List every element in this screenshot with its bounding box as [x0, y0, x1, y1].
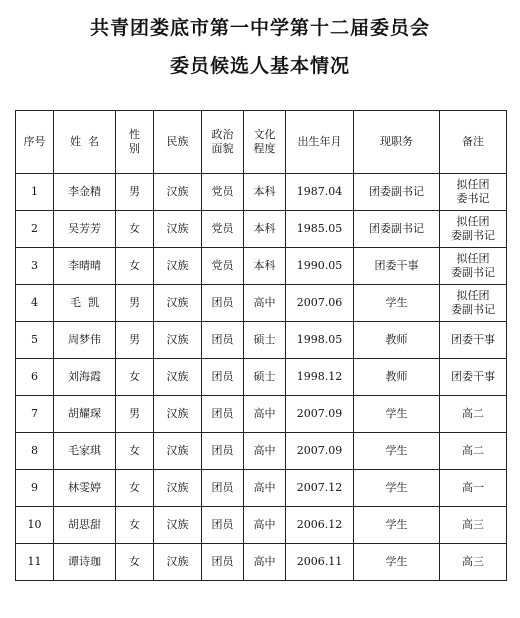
- cell-gender: 男: [116, 285, 154, 322]
- cell-remark: 高一: [440, 470, 507, 507]
- header-no: 序号: [16, 111, 54, 174]
- table-row: [16, 544, 507, 581]
- cell-gender: 男: [116, 396, 154, 433]
- header-gender: 性 别: [116, 111, 154, 174]
- cell-political: 党员: [202, 248, 244, 285]
- document-title: 共青团娄底市第一中学第十二届委员会: [89, 17, 430, 39]
- cell-name: 刘海霞: [54, 359, 116, 396]
- cell-political: 党员: [202, 174, 244, 211]
- cell-name: 李金精: [54, 174, 116, 211]
- cell-birth: 2006.11: [286, 544, 354, 581]
- cell-no: 6: [16, 359, 54, 396]
- cell-ethnicity: 汉族: [154, 470, 202, 507]
- cell-birth: 2007.09: [286, 433, 354, 470]
- cell-ethnicity: 汉族: [154, 396, 202, 433]
- cell-political: 党员: [202, 211, 244, 248]
- cell-political: 团员: [202, 433, 244, 470]
- cell-education: 高中: [244, 396, 286, 433]
- cell-political: 团员: [202, 396, 244, 433]
- cell-no: 1: [16, 174, 54, 211]
- cell-ethnicity: 汉族: [154, 248, 202, 285]
- cell-gender: 女: [116, 359, 154, 396]
- cell-position: 团委干事: [354, 248, 440, 285]
- table-row: [16, 433, 507, 470]
- cell-education: 高中: [244, 544, 286, 581]
- cell-name: 毛家琪: [54, 433, 116, 470]
- cell-education: 硕士: [244, 359, 286, 396]
- cell-birth: 2007.09: [286, 396, 354, 433]
- cell-education: 硕士: [244, 322, 286, 359]
- cell-no: 10: [16, 507, 54, 544]
- cell-remark: 团委干事: [440, 359, 507, 396]
- cell-position: 教师: [354, 322, 440, 359]
- cell-gender: 男: [116, 174, 154, 211]
- cell-no: 3: [16, 248, 54, 285]
- cell-position: 学生: [354, 433, 440, 470]
- cell-gender: 女: [116, 211, 154, 248]
- cell-no: 7: [16, 396, 54, 433]
- cell-position: 教师: [354, 359, 440, 396]
- cell-ethnicity: 汉族: [154, 507, 202, 544]
- cell-birth: 1987.04: [286, 174, 354, 211]
- cell-position: 学生: [354, 544, 440, 581]
- cell-no: 9: [16, 470, 54, 507]
- cell-ethnicity: 汉族: [154, 211, 202, 248]
- cell-position: 学生: [354, 507, 440, 544]
- cell-political: 团员: [202, 544, 244, 581]
- cell-ethnicity: 汉族: [154, 433, 202, 470]
- cell-political: 团员: [202, 359, 244, 396]
- cell-name: 毛 凯: [54, 285, 116, 322]
- cell-birth: 2007.06: [286, 285, 354, 322]
- cell-birth: 1998.12: [286, 359, 354, 396]
- table-row: [16, 470, 507, 507]
- table-row: [16, 174, 507, 211]
- cell-no: 11: [16, 544, 54, 581]
- cell-name: 胡思甜: [54, 507, 116, 544]
- table-row: [16, 322, 507, 359]
- cell-gender: 女: [116, 433, 154, 470]
- cell-ethnicity: 汉族: [154, 174, 202, 211]
- cell-remark: 拟任团 委副书记: [440, 211, 507, 248]
- table-row: [16, 248, 507, 285]
- cell-birth: 1985.05: [286, 211, 354, 248]
- cell-no: 5: [16, 322, 54, 359]
- table-header-row: [16, 111, 507, 174]
- cell-ethnicity: 汉族: [154, 544, 202, 581]
- table-row: [16, 211, 507, 248]
- cell-remark: 高二: [440, 396, 507, 433]
- cell-remark: 拟任团 委书记: [440, 174, 507, 211]
- table-row: [16, 285, 507, 322]
- cell-ethnicity: 汉族: [154, 359, 202, 396]
- cell-no: 2: [16, 211, 54, 248]
- table-row: [16, 396, 507, 433]
- candidate-table: [15, 110, 507, 581]
- cell-education: 高中: [244, 433, 286, 470]
- cell-education: 高中: [244, 285, 286, 322]
- cell-remark: 高二: [440, 433, 507, 470]
- cell-position: 学生: [354, 285, 440, 322]
- cell-no: 4: [16, 285, 54, 322]
- cell-ethnicity: 汉族: [154, 322, 202, 359]
- cell-political: 团员: [202, 285, 244, 322]
- cell-political: 团员: [202, 470, 244, 507]
- cell-political: 团员: [202, 507, 244, 544]
- cell-gender: 女: [116, 544, 154, 581]
- header-name: 姓 名: [54, 111, 116, 174]
- cell-birth: 1990.05: [286, 248, 354, 285]
- header-remark: 备注: [440, 111, 507, 174]
- cell-education: 高中: [244, 470, 286, 507]
- cell-education: 高中: [244, 507, 286, 544]
- cell-remark: 拟任团 委副书记: [440, 285, 507, 322]
- cell-birth: 2007.12: [286, 470, 354, 507]
- cell-name: 林雯婷: [54, 470, 116, 507]
- header-political: 政治 面貌: [202, 111, 244, 174]
- cell-position: 团委副书记: [354, 211, 440, 248]
- cell-position: 学生: [354, 396, 440, 433]
- table-row: [16, 359, 507, 396]
- header-education: 文化 程度: [244, 111, 286, 174]
- header-position: 现职务: [354, 111, 440, 174]
- cell-name: 胡耀琛: [54, 396, 116, 433]
- cell-education: 本科: [244, 211, 286, 248]
- cell-name: 谭诗珈: [54, 544, 116, 581]
- table-row: [16, 507, 507, 544]
- cell-education: 本科: [244, 248, 286, 285]
- cell-name: 吴芳芳: [54, 211, 116, 248]
- cell-gender: 女: [116, 248, 154, 285]
- cell-gender: 女: [116, 507, 154, 544]
- cell-gender: 女: [116, 470, 154, 507]
- cell-remark: 拟任团 委副书记: [440, 248, 507, 285]
- cell-birth: 2006.12: [286, 507, 354, 544]
- cell-name: 李晴晴: [54, 248, 116, 285]
- cell-no: 8: [16, 433, 54, 470]
- cell-name: 周梦伟: [54, 322, 116, 359]
- cell-birth: 1998.05: [286, 322, 354, 359]
- cell-political: 团员: [202, 322, 244, 359]
- cell-remark: 团委干事: [440, 322, 507, 359]
- cell-position: 团委副书记: [354, 174, 440, 211]
- cell-gender: 男: [116, 322, 154, 359]
- cell-remark: 高三: [440, 507, 507, 544]
- cell-remark: 高三: [440, 544, 507, 581]
- cell-position: 学生: [354, 470, 440, 507]
- header-birth: 出生年月: [286, 111, 354, 174]
- document-subtitle: 委员候选人基本情况: [169, 55, 350, 77]
- header-ethnicity: 民族: [154, 111, 202, 174]
- cell-ethnicity: 汉族: [154, 285, 202, 322]
- cell-education: 本科: [244, 174, 286, 211]
